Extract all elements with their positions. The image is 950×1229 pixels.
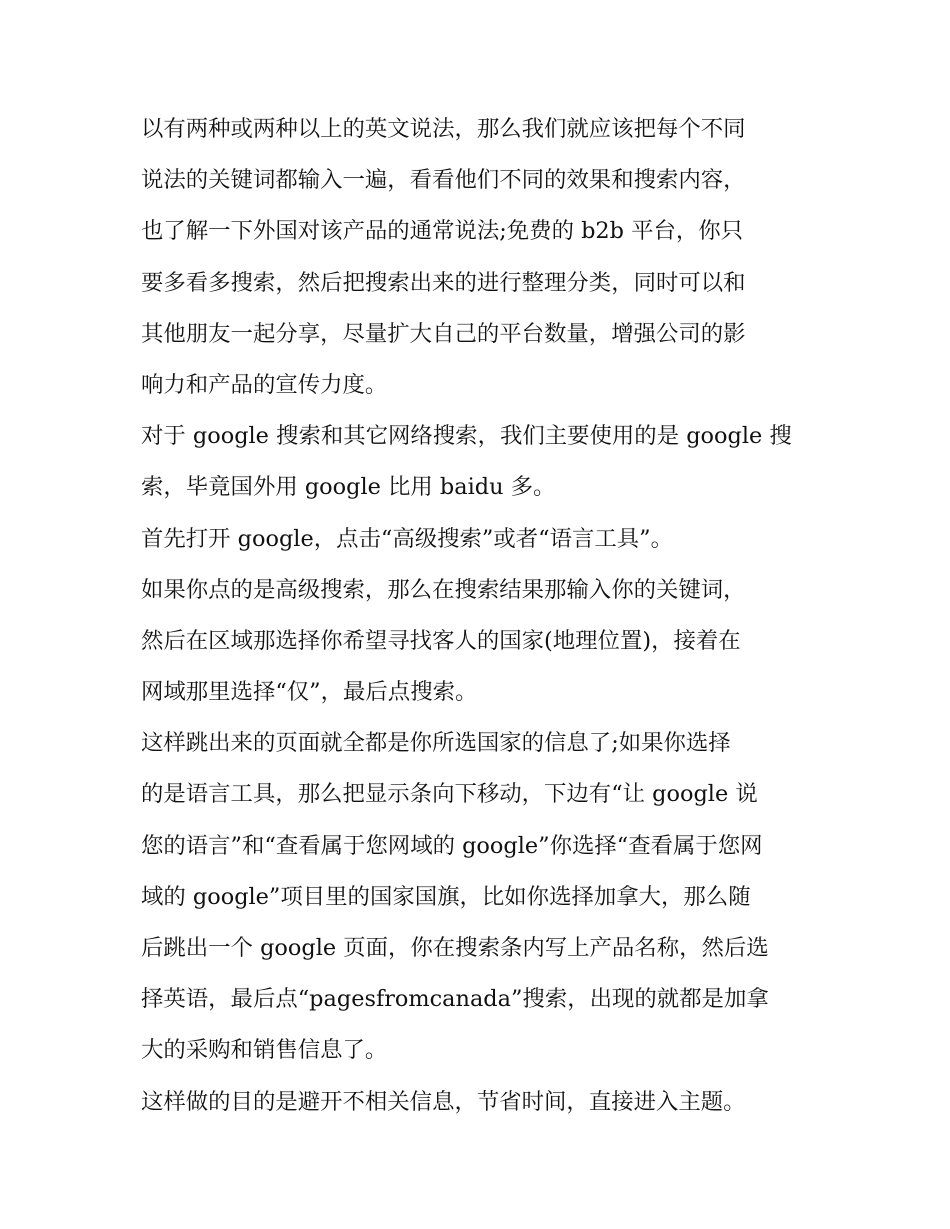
- text-line: 后跳出一个 google 页面，你在搜索条内写上产品名称，然后选: [141, 935, 769, 961]
- text-line: 其他朋友一起分享，尽量扩大自己的平台数量，增强公司的影: [141, 320, 746, 347]
- text-line: 说法的关键词都输入一遍，看看他们不同的效果和搜索内容，: [141, 167, 746, 194]
- text-line: 要多看多搜索，然后把搜索出来的进行整理分类，同时可以和: [141, 269, 746, 296]
- text-line: 也了解一下外国对该产品的通常说法;免费的 b2b 平台，你只: [141, 218, 744, 245]
- text-line: 对于 google 搜索和其它网络搜索，我们主要使用的是 google 搜: [141, 423, 792, 450]
- text-line: 的是语言工具，那么把显示条向下移动，下边有“让 google 说: [141, 781, 758, 808]
- text-line: 响力和产品的宣传力度。: [141, 371, 388, 398]
- text-line: 首先打开 google，点击“高级搜索”或者“语言工具”。: [141, 525, 673, 552]
- text-line: 以有两种或两种以上的英文说法，那么我们就应该把每个不同: [141, 116, 746, 142]
- text-line: 这样做的目的是避开不相关信息，节省时间，直接进入主题。: [141, 1088, 746, 1115]
- text-line: 这样跳出来的页面就全都是你所选国家的信息了;如果你选择: [141, 730, 731, 757]
- text-line: 大的采购和销售信息了。: [141, 1037, 388, 1064]
- text-line: 然后在区域那选择你希望寻找客人的国家(地理位置)，接着在: [141, 627, 741, 654]
- text-line: 索，毕竟国外用 google 比用 baidu 多。: [141, 474, 556, 501]
- text-line: 如果你点的是高级搜索，那么在搜索结果那输入你的关键词，: [141, 576, 746, 603]
- text-line: 域的 google”项目里的国家国旗，比如你选择加拿大，那么随: [141, 883, 751, 910]
- text-line: 网域那里选择“仅”，最后点搜索。: [141, 679, 478, 706]
- text-line: 择英语，最后点“pagesfromcanada”搜索，出现的就都是加拿: [141, 986, 769, 1013]
- document-body: [141, 104, 813, 1128]
- text-line: 您的语言”和“查看属于您网域的 google”你选择“查看属于您网: [141, 832, 763, 859]
